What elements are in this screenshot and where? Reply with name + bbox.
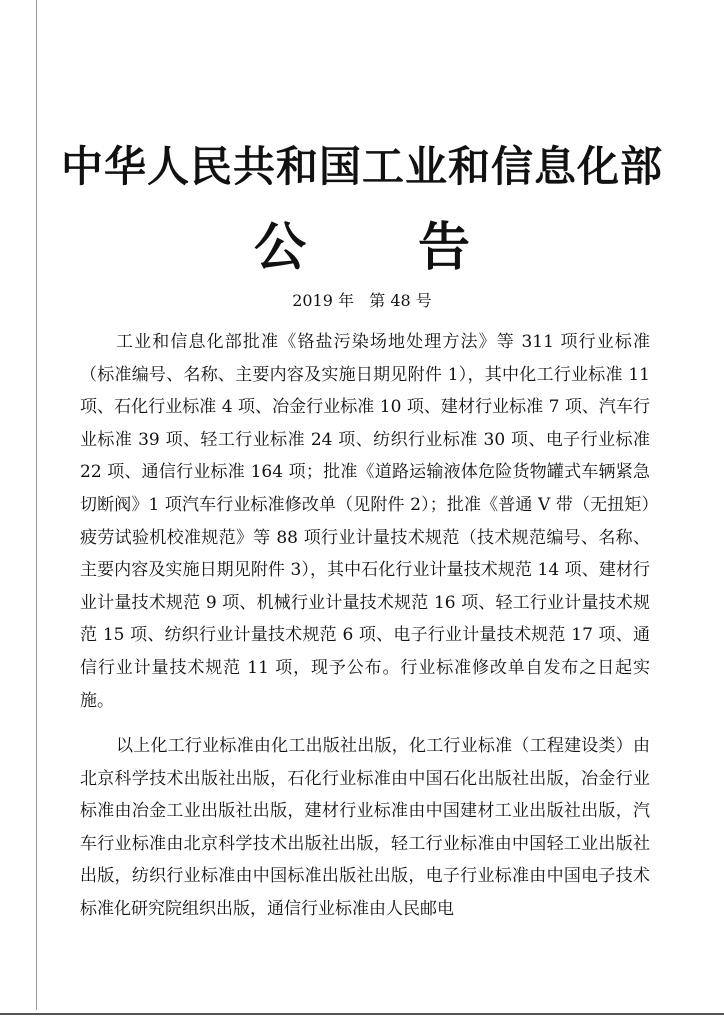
page-bottom-edge-line bbox=[0, 1013, 724, 1015]
body-paragraph-1: 工业和信息化部批准《铬盐污染场地处理方法》等 311 项行业标准（标准编号、名称、主要内容及实施日期见附件 1），其中化工行业标准 11 项、石化行业标准 4 项、冶金行业标准 10 项、建材行业标准 7 项、汽车行业标准 39 项、轻工行业标准 24 项、纺织行业标准 30 项、电子行业标准 22 项、通信行业标准 164 项；批准《道路运输液体危险货物罐式车辆紧急切断阀》1 项汽车行业标准修改单（见附件 2）；批准《普通 V 带（无扭矩）疲劳试验机校准规范》等 88 项行业计量技术规范（技术规范编号、名称、主要内容及实施日期见附件 3），其中石化行业计量技术规范 14 项、建材行业计量技术规范 9 项、机械行业计量技术规范 16 项、轻工行业计量技术规范 15 项、纺织行业计量技术规范 6 项、电子行业计量技术规范 17 项、通信行业计量技术规范 11 项，现予公布。行业标准修改单自发布之日起实施。 bbox=[80, 332, 650, 711]
notice-title: 公告 bbox=[253, 217, 582, 278]
ministry-title: 中华人民共和国工业和信息化部 bbox=[60, 142, 663, 191]
body-paragraph-2: 以上化工行业标准由化工出版社出版，化工行业标准（工程建设类）由北京科学技术出版社出版，石化行业标准由中国石化出版社出版，冶金行业标准由冶金工业出版社出版，建材行业标准由中国建材工业出版社出版，汽车行业标准由北京科学技术出版社出版，轻工行业标准由中国轻工业出版社出版，纺织行业标准由中国标准出版社出版，电子行业标准由中国电子技术标准化研究院组织出版，通信行业标准由人民邮电 bbox=[80, 736, 650, 919]
issue-number: 2019 年 第 48 号 bbox=[292, 291, 432, 310]
